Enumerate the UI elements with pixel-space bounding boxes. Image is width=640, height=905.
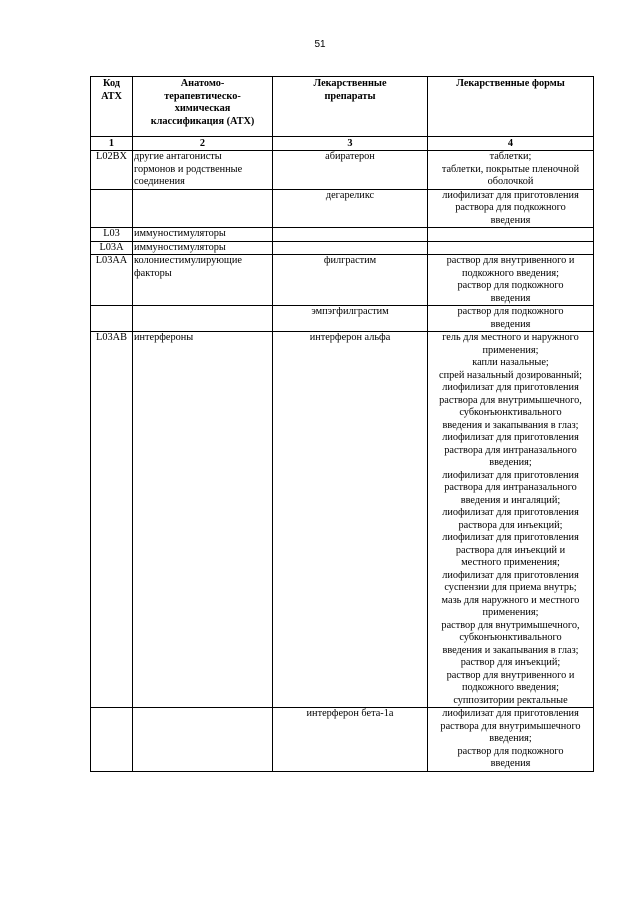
table-row bbox=[91, 189, 594, 228]
dosage-form-line: раствор для внутривенного и bbox=[446, 255, 575, 266]
drug-cell: интерферон бета-1a bbox=[273, 708, 428, 772]
dosage-form-cell bbox=[428, 151, 594, 190]
classification-cell bbox=[133, 306, 273, 332]
atx-code-cell: L03AB bbox=[91, 332, 133, 708]
classification-cell bbox=[133, 255, 273, 306]
header-dosage-forms bbox=[428, 77, 594, 137]
header-drugs-line: препараты bbox=[324, 90, 376, 102]
dosage-form-line: капли назальные; bbox=[472, 357, 549, 368]
dosage-form-line: раствор для подкожного bbox=[457, 745, 564, 757]
column-number-2: 2 bbox=[133, 137, 273, 151]
dosage-form-cell bbox=[428, 255, 594, 306]
classification-line: колониестимулирующие bbox=[134, 255, 242, 266]
table-row bbox=[91, 151, 594, 190]
header-classification-line: химическая bbox=[174, 103, 231, 114]
dosage-form-line: раствор для инъекций; bbox=[460, 657, 561, 668]
dosage-form-line: введения bbox=[490, 318, 531, 330]
dosage-form-cell bbox=[428, 228, 594, 242]
dosage-form-line: субконъюнктивального bbox=[459, 632, 562, 643]
header-code-atx bbox=[91, 77, 133, 137]
atx-code-cell: L02BX bbox=[91, 151, 133, 190]
atx-code-cell: L03 bbox=[91, 228, 133, 242]
dosage-form-line: раствор для подкожного bbox=[457, 306, 564, 317]
dosage-form-line: раствора для интраназального bbox=[444, 482, 577, 493]
table-row bbox=[91, 306, 594, 332]
header-code-atx-line: АТХ bbox=[101, 90, 122, 102]
classification-cell bbox=[133, 332, 273, 708]
atx-code-cell bbox=[91, 306, 133, 332]
atx-code-cell: L03A bbox=[91, 241, 133, 255]
atx-code-cell bbox=[91, 189, 133, 228]
table-row bbox=[91, 241, 594, 255]
dosage-form-cell bbox=[428, 241, 594, 255]
classification-line: интерфероны bbox=[134, 332, 194, 343]
dosage-form-line: оболочкой bbox=[487, 176, 534, 187]
dosage-form-line: раствора для инъекций и bbox=[455, 544, 566, 556]
classification-cell bbox=[133, 228, 273, 242]
table-row bbox=[91, 708, 594, 772]
header-classification bbox=[133, 77, 273, 137]
header-drugs-line: Лекарственные bbox=[313, 78, 387, 89]
table-row bbox=[91, 228, 594, 242]
dosage-form-line: мазь для наружного и местного bbox=[441, 594, 580, 606]
drug-cell: эмпэгфилграстим bbox=[273, 306, 428, 332]
dosage-form-line: лиофилизат для приготовления bbox=[442, 469, 579, 481]
dosage-form-line: введения; bbox=[489, 733, 532, 744]
dosage-form-line: местного применения; bbox=[461, 557, 560, 568]
drug-cell bbox=[273, 228, 428, 242]
drug-cell: филграстим bbox=[273, 255, 428, 306]
dosage-form-cell bbox=[428, 189, 594, 228]
dosage-form-line: раствор для подкожного bbox=[457, 280, 564, 291]
dosage-form-line: лиофилизат для приготовления bbox=[442, 532, 579, 543]
dosage-form-line: лиофилизат для приготовления bbox=[442, 432, 579, 443]
dosage-form-line: спрей назальный дозированный; bbox=[439, 369, 582, 381]
classification-cell bbox=[133, 151, 273, 190]
dosage-form-line: введения и закапывания в глаз; bbox=[442, 419, 579, 431]
dosage-form-cell bbox=[428, 306, 594, 332]
atx-code-cell bbox=[91, 708, 133, 772]
dosage-form-line: раствора для внутримышечного, bbox=[439, 394, 582, 406]
column-number-4: 4 bbox=[428, 137, 594, 151]
header-classification-line: терапевтическо- bbox=[164, 90, 241, 102]
table-header-row bbox=[91, 77, 594, 137]
dosage-form-line: введения bbox=[490, 292, 531, 304]
atx-table bbox=[90, 76, 594, 772]
dosage-form-line: гель для местного и наружного bbox=[442, 332, 579, 343]
atx-code-cell: L03AA bbox=[91, 255, 133, 306]
dosage-form-line: введения; bbox=[489, 457, 532, 468]
table-row bbox=[91, 255, 594, 306]
dosage-form-line: введения и закапывания в глаз; bbox=[442, 644, 579, 656]
classification-cell bbox=[133, 708, 273, 772]
dosage-form-line: применения; bbox=[482, 607, 539, 618]
dosage-form-line: таблетки; bbox=[489, 151, 532, 162]
header-code-atx-line: Код bbox=[102, 78, 120, 89]
dosage-form-line: введения bbox=[490, 214, 531, 226]
classification-cell bbox=[133, 189, 273, 228]
dosage-form-cell bbox=[428, 708, 594, 772]
dosage-form-cell bbox=[428, 332, 594, 708]
header-dosage-forms-line: Лекарственные формы bbox=[456, 78, 565, 89]
dosage-form-line: подкожного введения; bbox=[462, 267, 559, 279]
column-number-3: 3 bbox=[273, 137, 428, 151]
dosage-form-line: введения bbox=[490, 758, 531, 769]
classification-cell bbox=[133, 241, 273, 255]
dosage-form-line: лиофилизат для приготовления bbox=[442, 708, 579, 719]
page-number: 51 bbox=[314, 39, 326, 50]
column-number-1: 1 bbox=[91, 137, 133, 151]
dosage-form-line: субконъюнктивального bbox=[459, 407, 562, 418]
dosage-form-line: раствор для внутримышечного, bbox=[441, 619, 580, 631]
dosage-form-line: введения и ингаляций; bbox=[460, 494, 561, 506]
drug-cell: дегареликс bbox=[273, 189, 428, 228]
dosage-form-line: подкожного введения; bbox=[462, 682, 559, 693]
dosage-form-line: лиофилизат для приготовления bbox=[442, 382, 579, 393]
classification-line: другие антагонисты bbox=[134, 151, 222, 162]
dosage-form-line: таблетки, покрытые пленочной bbox=[441, 163, 580, 175]
classification-line: иммуностимуляторы bbox=[134, 241, 226, 253]
dosage-form-line: лиофилизат для приготовления bbox=[442, 189, 579, 201]
dosage-form-line: суспензии для приема внутрь; bbox=[444, 582, 577, 593]
drug-cell: абиратерон bbox=[273, 151, 428, 190]
drug-cell bbox=[273, 241, 428, 255]
dosage-form-line: применения; bbox=[482, 344, 539, 356]
classification-line: факторы bbox=[134, 267, 172, 279]
dosage-form-line: суппозитории ректальные bbox=[453, 694, 568, 706]
classification-line: иммуностимуляторы bbox=[134, 228, 226, 239]
table-row bbox=[91, 332, 594, 708]
header-classification-line: Анатомо- bbox=[180, 78, 225, 89]
classification-line: соединения bbox=[134, 176, 185, 187]
dosage-form-line: раствор для внутривенного и bbox=[446, 669, 575, 681]
dosage-form-line: раствора для подкожного bbox=[455, 202, 566, 213]
column-number-row bbox=[91, 137, 594, 151]
dosage-form-line: раствора для инъекций; bbox=[458, 519, 563, 531]
classification-line: гормонов и родственные bbox=[134, 163, 243, 175]
dosage-form-line: раствора для внутримышечного bbox=[440, 720, 581, 732]
header-drugs bbox=[273, 77, 428, 137]
header-classification-line: классификация (АТХ) bbox=[150, 115, 255, 127]
dosage-form-line: лиофилизат для приготовления bbox=[442, 507, 579, 518]
dosage-form-line: лиофилизат для приготовления bbox=[442, 569, 579, 581]
dosage-form-line: раствора для интраназального bbox=[444, 444, 577, 456]
drug-cell: интерферон альфа bbox=[273, 332, 428, 708]
